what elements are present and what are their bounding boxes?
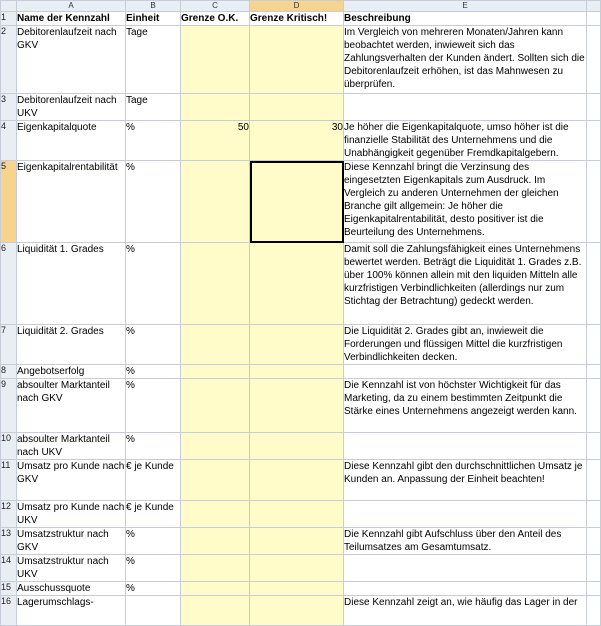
header-unit-label: Einheit [126, 13, 160, 24]
limit-ok-cell[interactable] [181, 94, 250, 121]
limit-critical-cell[interactable] [250, 582, 344, 596]
limit-ok-text: 50 [237, 122, 249, 133]
kennzahl-name-text: Umsatzstruktur nach GKV [17, 529, 109, 553]
empty-cell[interactable] [587, 501, 601, 528]
kennzahl-name-cell[interactable] [17, 501, 126, 528]
description-cell[interactable] [344, 460, 587, 501]
kennzahl-name-text: Umsatz pro Kunde nach UKV [17, 502, 125, 526]
kennzahl-name-cell[interactable] [17, 596, 126, 626]
kennzahl-name-cell[interactable] [17, 161, 126, 243]
limit-critical-text: 30 [331, 122, 343, 133]
header-name-label: Name der Kennzahl [17, 13, 110, 24]
kennzahl-name-cell[interactable] [17, 582, 126, 596]
unit-cell[interactable] [126, 121, 181, 161]
kennzahl-name-text: absoulter Marktanteil nach GKV [17, 380, 110, 404]
row-header-1[interactable]: 1 [1, 12, 17, 26]
limit-critical-cell[interactable] [250, 379, 344, 433]
description-text: Diese Kennzahl zeigt an, wie häufig das Lager in der [344, 597, 578, 608]
header-description-label: Beschreibung [344, 13, 411, 24]
unit-cell[interactable] [126, 460, 181, 501]
kennzahl-name-text: Debitorenlaufzeit nach UKV [17, 95, 117, 119]
unit-cell[interactable] [126, 433, 181, 460]
row-header[interactable]: 11 [1, 460, 17, 501]
limit-critical-cell[interactable] [250, 528, 344, 555]
kennzahl-name-text: Liquidität 1. Grades [17, 244, 104, 255]
limit-critical-cell[interactable] [250, 596, 344, 626]
unit-text: % [126, 244, 135, 255]
unit-cell[interactable] [126, 582, 181, 596]
column-header-f[interactable] [587, 1, 601, 12]
table-row [1, 582, 601, 596]
limit-critical-cell[interactable] [250, 555, 344, 582]
kennzahl-name-text: absoulter Marktanteil nach UKV [17, 434, 110, 458]
empty-cell[interactable] [587, 596, 601, 626]
description-text: Im Vergleich von mehreren Monaten/Jahren kann beobachtet werden, inwieweit sich das Zahlungsverhalten der Kunden ändert. Sollten sich die Debitorenlaufzeit erhöhen, ist das Mahnwesen zu überprüfen. [344, 27, 585, 90]
header-unit-cell[interactable] [126, 12, 181, 26]
limit-ok-cell[interactable] [181, 596, 250, 626]
select-all-corner[interactable] [1, 1, 17, 12]
limit-critical-cell[interactable] [250, 26, 344, 94]
description-cell[interactable] [344, 555, 587, 582]
table-row [1, 325, 601, 365]
table-row [1, 528, 601, 555]
kennzahl-name-cell[interactable] [17, 555, 126, 582]
unit-text: % [126, 122, 135, 133]
row-header[interactable]: 13 [1, 528, 17, 555]
unit-text: Tage [126, 95, 148, 106]
unit-text: % [126, 583, 135, 594]
kennzahl-name-cell[interactable] [17, 365, 126, 379]
header-critical-cell[interactable] [250, 12, 344, 26]
table-row [1, 379, 601, 433]
header-ok-cell[interactable] [181, 12, 250, 26]
empty-cell[interactable] [587, 528, 601, 555]
table-header-row [1, 12, 601, 26]
table-row [1, 161, 601, 243]
column-header-e[interactable]: E [344, 1, 587, 12]
kennzahl-name-text: Liquidität 2. Grades [17, 326, 104, 337]
limit-ok-cell[interactable] [181, 433, 250, 460]
limit-ok-cell[interactable] [181, 325, 250, 365]
empty-cell[interactable] [587, 365, 601, 379]
limit-critical-cell[interactable] [250, 460, 344, 501]
unit-text: % [126, 380, 135, 391]
column-header-d[interactable]: D [250, 1, 344, 12]
kennzahl-name-cell[interactable] [17, 325, 126, 365]
empty-cell[interactable] [587, 12, 601, 26]
limit-ok-cell[interactable] [181, 379, 250, 433]
table-row [1, 501, 601, 528]
unit-cell[interactable] [126, 596, 181, 626]
row-header[interactable]: 5 [1, 161, 17, 243]
table-row [1, 121, 601, 161]
kennzahl-name-text: Eigenkapitalquote [17, 122, 97, 133]
unit-cell[interactable] [126, 365, 181, 379]
empty-cell[interactable] [587, 379, 601, 433]
limit-ok-cell[interactable] [181, 460, 250, 501]
empty-cell[interactable] [587, 94, 601, 121]
unit-cell[interactable] [126, 94, 181, 121]
kennzahl-name-cell[interactable] [17, 528, 126, 555]
kennzahl-name-cell[interactable] [17, 243, 126, 325]
limit-ok-cell[interactable] [181, 582, 250, 596]
unit-cell[interactable] [126, 243, 181, 325]
column-header-b[interactable]: B [126, 1, 181, 12]
header-critical-label: Grenze Kritisch! [250, 13, 328, 24]
kennzahl-name-cell[interactable] [17, 433, 126, 460]
description-text: Je höher die Eigenkapitalquote, umso höher ist die finanzielle Stabilität des Unternehmens und die Unabhängigkeit gegenüber Fremdkapitalgebern. [344, 122, 569, 159]
limit-critical-cell[interactable] [250, 161, 344, 243]
description-text: Damit soll die Zahlungsfähigkeit eines Unternehmens bewertet werden. Beträgt die Liquidität 1. Grades z.B. über 100% können allein mit den liquiden Mitteln alle kurzfristigen Verbindlichkeiten (allerdings nur zum Stichtag der Betrachtung) gedeckt werden. [344, 244, 582, 307]
description-cell[interactable] [344, 121, 587, 161]
header-description-cell[interactable] [344, 12, 587, 26]
kennzahl-name-cell[interactable] [17, 379, 126, 433]
description-cell[interactable] [344, 325, 587, 365]
table-row [1, 26, 601, 94]
unit-text: € je Kunde [126, 502, 174, 513]
limit-critical-cell[interactable] [250, 94, 344, 121]
header-ok-label: Grenze O.K. [181, 13, 239, 24]
column-header-row [1, 1, 601, 12]
empty-cell[interactable] [587, 161, 601, 243]
description-cell[interactable] [344, 596, 587, 626]
row-header[interactable]: 8 [1, 365, 17, 379]
unit-text: % [126, 434, 135, 445]
header-name-cell[interactable] [17, 12, 126, 26]
limit-ok-cell[interactable] [181, 501, 250, 528]
table-row [1, 460, 601, 501]
row-header[interactable]: 3 [1, 94, 17, 121]
table-row [1, 365, 601, 379]
description-text: Die Liquidität 2. Grades gibt an, inwieweit die Forderungen und flüssigen Mittel die kurzfristigen Verbindlichkeiten decken. [344, 326, 563, 363]
unit-cell[interactable] [126, 555, 181, 582]
description-text: Die Kennzahl ist von höchster Wichtigkeit für das Marketing, da zu einem bestimmten Zeitpunkt die Stärke eines Unternehmens angezeigt werden kann. [344, 380, 577, 417]
description-cell[interactable] [344, 243, 587, 325]
description-cell[interactable] [344, 365, 587, 379]
kennzahl-name-cell[interactable] [17, 460, 126, 501]
description-text: Diese Kennzahl gibt den durchschnittlichen Umsatz je Kunden an. Anpassung der Einheit beachten! [344, 461, 583, 485]
kennzahl-name-cell[interactable] [17, 94, 126, 121]
table-row [1, 94, 601, 121]
unit-cell[interactable] [126, 161, 181, 243]
limit-ok-cell[interactable] [181, 528, 250, 555]
limit-ok-cell[interactable] [181, 365, 250, 379]
limit-ok-cell[interactable] [181, 243, 250, 325]
empty-cell[interactable] [587, 243, 601, 325]
description-cell[interactable] [344, 433, 587, 460]
description-cell[interactable] [344, 94, 587, 121]
empty-cell[interactable] [587, 121, 601, 161]
unit-text: € je Kunde [126, 461, 174, 472]
kennzahl-name-text: Lagerumschlags- [17, 597, 94, 608]
unit-text: Tage [126, 27, 148, 38]
column-header-c[interactable]: C [181, 1, 250, 12]
kennzahl-name-cell[interactable] [17, 121, 126, 161]
row-header[interactable]: 12 [1, 501, 17, 528]
unit-text: % [126, 326, 135, 337]
unit-cell[interactable] [126, 501, 181, 528]
description-cell[interactable] [344, 501, 587, 528]
kennzahl-name-text: Umsatz pro Kunde nach GKV [17, 461, 125, 485]
kennzahl-name-text: Ausschussquote [17, 583, 91, 594]
unit-cell[interactable] [126, 528, 181, 555]
unit-cell[interactable] [126, 379, 181, 433]
empty-cell[interactable] [587, 582, 601, 596]
limit-ok-cell[interactable] [181, 26, 250, 94]
description-cell[interactable] [344, 582, 587, 596]
description-cell[interactable] [344, 26, 587, 94]
table-row [1, 433, 601, 460]
table-row [1, 555, 601, 582]
row-header[interactable]: 15 [1, 582, 17, 596]
kennzahl-name-cell[interactable] [17, 26, 126, 94]
row-header[interactable]: 10 [1, 433, 17, 460]
column-header-a[interactable]: A [17, 1, 126, 12]
limit-critical-cell[interactable] [250, 121, 344, 161]
row-header[interactable]: 2 [1, 26, 17, 94]
unit-cell[interactable] [126, 26, 181, 94]
description-cell[interactable] [344, 528, 587, 555]
limit-critical-cell[interactable] [250, 243, 344, 325]
row-header[interactable]: 9 [1, 379, 17, 433]
limit-ok-cell[interactable] [181, 121, 250, 161]
empty-cell[interactable] [587, 325, 601, 365]
limit-critical-cell[interactable] [250, 325, 344, 365]
row-header[interactable]: 7 [1, 325, 17, 365]
description-cell[interactable] [344, 161, 587, 243]
row-header[interactable]: 14 [1, 555, 17, 582]
unit-text: % [126, 162, 135, 173]
empty-cell[interactable] [587, 555, 601, 582]
row-header[interactable]: 16 [1, 596, 17, 626]
description-text: Die Kennzahl gibt Aufschluss über den Anteil des Teilumsatzes am Gesamtumsatz. [344, 529, 562, 553]
limit-critical-cell[interactable] [250, 365, 344, 379]
row-header[interactable]: 4 [1, 121, 17, 161]
limit-ok-cell[interactable] [181, 555, 250, 582]
limit-ok-cell[interactable] [181, 161, 250, 243]
unit-text: % [126, 529, 135, 540]
empty-cell[interactable] [587, 460, 601, 501]
description-cell[interactable] [344, 379, 587, 433]
kennzahl-name-text: Angebotserfolg [17, 366, 85, 377]
empty-cell[interactable] [587, 26, 601, 94]
unit-cell[interactable] [126, 325, 181, 365]
limit-critical-cell[interactable] [250, 501, 344, 528]
description-text: Diese Kennzahl bringt die Verzinsung des eingesetzten Eigenkapitals zum Ausdruck. Im Vergleich zu anderen Unternehmen der gleichen Branche gilt allgemein: Je höher die Eigenkapitalrentabilität, desto positiver ist die Beurteilung des Unternehmens. [344, 162, 559, 238]
unit-text: % [126, 556, 135, 567]
kennzahl-name-text: Umsatzstruktur nach UKV [17, 556, 109, 580]
row-header[interactable]: 6 [1, 243, 17, 325]
table-row [1, 243, 601, 325]
empty-cell[interactable] [587, 433, 601, 460]
table-row [1, 596, 601, 626]
limit-critical-cell[interactable] [250, 433, 344, 460]
kennzahl-name-text: Eigenkapitalrentabilität [17, 162, 118, 173]
unit-text: % [126, 366, 135, 377]
kennzahl-name-text: Debitorenlaufzeit nach GKV [17, 27, 117, 51]
